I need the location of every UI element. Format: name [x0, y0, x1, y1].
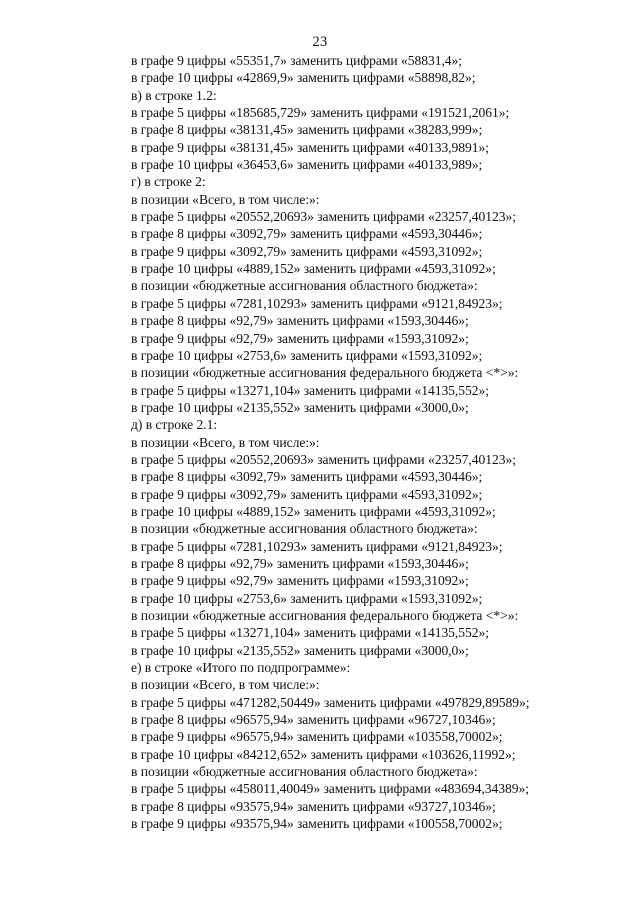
- text-line: в графе 9 цифры «93575,94» заменить цифрами «100558,70002»;: [131, 816, 503, 832]
- text-line: в графе 10 цифры «2753,6» заменить цифрами «1593,31092»;: [131, 590, 483, 606]
- text-line: в графе 5 цифры «185685,729» заменить цифрами «191521,2061»;: [131, 105, 510, 121]
- text-line: в графе 5 цифры «458011,40049» заменить цифрами «483694,34389»;: [131, 781, 529, 797]
- page-number: 23: [312, 34, 328, 50]
- text-line: в графе 9 цифры «96575,94» заменить цифрами «103558,70002»;: [131, 729, 503, 745]
- text-line: в) в строке 1.2:: [131, 87, 217, 103]
- text-line: в графе 9 цифры «3092,79» заменить цифрами «4593,31092»;: [131, 486, 483, 502]
- text-line: в графе 9 цифры «3092,79» заменить цифрами «4593,31092»;: [131, 243, 483, 259]
- text-line: в графе 10 цифры «4889,152» заменить цифрами «4593,31092»;: [131, 503, 496, 519]
- text-line: в позиции «бюджетные ассигнования областного бюджета»:: [131, 278, 478, 294]
- text-line: г) в строке 2:: [131, 174, 206, 190]
- text-line: в графе 10 цифры «2135,552» заменить цифрами «3000,0»;: [131, 642, 469, 658]
- text-line: в графе 8 цифры «38131,45» заменить цифрами «38283,999»;: [131, 122, 483, 138]
- text-line: в позиции «бюджетные ассигнования областного бюджета»:: [131, 521, 478, 537]
- text-line: в позиции «Всего, в том числе:»:: [131, 434, 320, 450]
- text-line: в графе 8 цифры «93575,94» заменить цифрами «93727,10346»;: [131, 798, 496, 814]
- text-line: е) в строке «Итого по подпрограмме»:: [131, 660, 351, 676]
- text-line: в графе 10 цифры «42869,9» заменить цифрами «58898,82»;: [131, 70, 476, 86]
- text-line: в позиции «бюджетные ассигнования федерального бюджета <*>»:: [131, 608, 519, 623]
- text-line: в графе 5 цифры «471282,50449» заменить цифрами «497829,89589»;: [131, 694, 530, 710]
- text-line: в графе 8 цифры «3092,79» заменить цифрами «4593,30446»;: [131, 226, 483, 242]
- text-line: в позиции «бюджетные ассигнования федерального бюджета <*>»:: [131, 365, 519, 381]
- text-line: в графе 5 цифры «20552,20693» заменить цифрами «23257,40123»;: [131, 209, 516, 225]
- text-line: в графе 10 цифры «84212,652» заменить цифрами «103626,11992»;: [131, 746, 516, 762]
- text-line: в графе 9 цифры «38131,45» заменить цифрами «40133,9891»;: [131, 139, 489, 155]
- text-line: в графе 5 цифры «20552,20693» заменить цифрами «23257,40123»;: [131, 451, 516, 467]
- text-line: в графе 8 цифры «92,79» заменить цифрами «1593,30446»;: [131, 555, 469, 571]
- text-line: в графе 10 цифры «4889,152» заменить цифрами «4593,31092»;: [131, 261, 496, 277]
- text-line: в графе 5 цифры «13271,104» заменить цифрами «14135,552»;: [131, 382, 489, 398]
- text-line: в графе 9 цифры «92,79» заменить цифрами «1593,31092»;: [131, 330, 469, 346]
- text-line: в графе 8 цифры «92,79» заменить цифрами «1593,30446»;: [131, 313, 469, 329]
- text-line: в позиции «Всего, в том числе:»:: [131, 677, 320, 693]
- text-line: в графе 8 цифры «3092,79» заменить цифрами «4593,30446»;: [131, 469, 483, 485]
- text-line: д) в строке 2.1:: [131, 417, 218, 433]
- text-line: в графе 5 цифры «13271,104» заменить цифрами «14135,552»;: [131, 625, 489, 641]
- text-line: в графе 5 цифры «7281,10293» заменить цифрами «9121,84923»;: [131, 295, 503, 311]
- text-line: в графе 8 цифры «96575,94» заменить цифрами «96727,10346»;: [131, 712, 496, 728]
- text-line: в графе 5 цифры «7281,10293» заменить цифрами «9121,84923»;: [131, 538, 503, 554]
- text-line: в графе 10 цифры «2753,6» заменить цифрами «1593,31092»;: [131, 347, 483, 363]
- amendment-list: [131, 52, 611, 832]
- text-line: в графе 10 цифры «36453,6» заменить цифрами «40133,989»;: [131, 157, 483, 173]
- text-line: в графе 10 цифры «2135,552» заменить цифрами «3000,0»;: [131, 399, 469, 415]
- text-line: в позиции «бюджетные ассигнования областного бюджета»:: [131, 764, 478, 780]
- text-line: в позиции «Всего, в том числе:»:: [131, 191, 320, 207]
- text-line: в графе 9 цифры «55351,7» заменить цифрами «58831,4»;: [131, 53, 463, 68]
- text-line: в графе 9 цифры «92,79» заменить цифрами «1593,31092»;: [131, 573, 469, 589]
